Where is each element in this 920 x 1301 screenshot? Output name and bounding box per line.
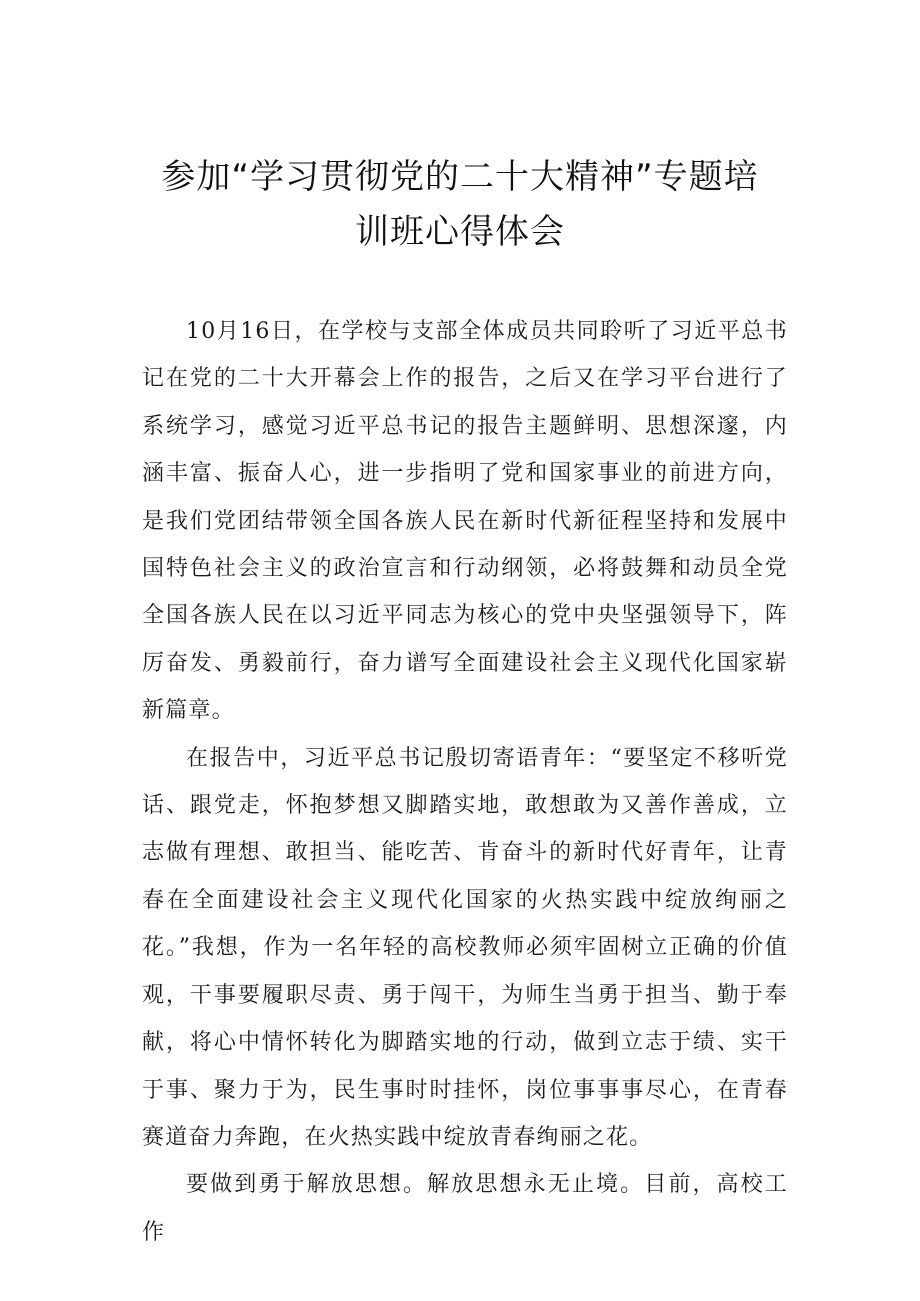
title-line-2: 训班心得体会 <box>355 212 565 252</box>
paragraph-2: 在报告中，习近平总书记殷切寄语青年：“要坚定不移听党话、跟党走，怀抱梦想又脚踏实地，敢想敢为又善作善成，立志做有理想、敢担当、能吃苦、肯奋斗的新时代好青年，让青春在全面建设社会主义现代化国家的火热实践中绽放绚丽之花。”我想，作为一名年轻的高校教师必须牢固树立正确的价值观，干事要履职尽责、勇于闯干，为师生当勇于担当、勤于奉献，将心中情怀转化为脚踏实地的行动，做到立志于绩、实干于事、聚力于为，民生事时时挂怀，岗位事事事尽心，在青春赛道奋力奔跑，在火热实践中绽放青春绚丽之花。 <box>142 745 788 1150</box>
paragraph-1: 10月16日，在学校与支部全体成员共同聆听了习近平总书记在党的二十大开幕会上作的报告，之后又在学习平台进行了系统学习，感觉习近平总书记的报告主题鲜明、思想深邃，内涵丰富、振奋人心，进一步指明了党和国家事业的前进方向，是我们党团结带领全国各族人民在新时代新征程坚持和发展中国特色社会主义的政治宣言和行动纲领，必将鼓舞和动员全党全国各族人民在以习近平同志为核心的党中央坚强领导下，阵厉奋发、勇毅前行，奋力谱写全面建设社会主义现代化国家崭新篇章。 <box>142 319 788 724</box>
paragraph-3: 要做到勇于解放思想。解放思想永无止境。目前，高校工作 <box>142 1172 788 1245</box>
title-line-1: 参加“学习贯彻党的二十大精神”专题培 <box>161 157 759 197</box>
document-title <box>0 150 920 260</box>
document-body <box>142 308 788 1256</box>
